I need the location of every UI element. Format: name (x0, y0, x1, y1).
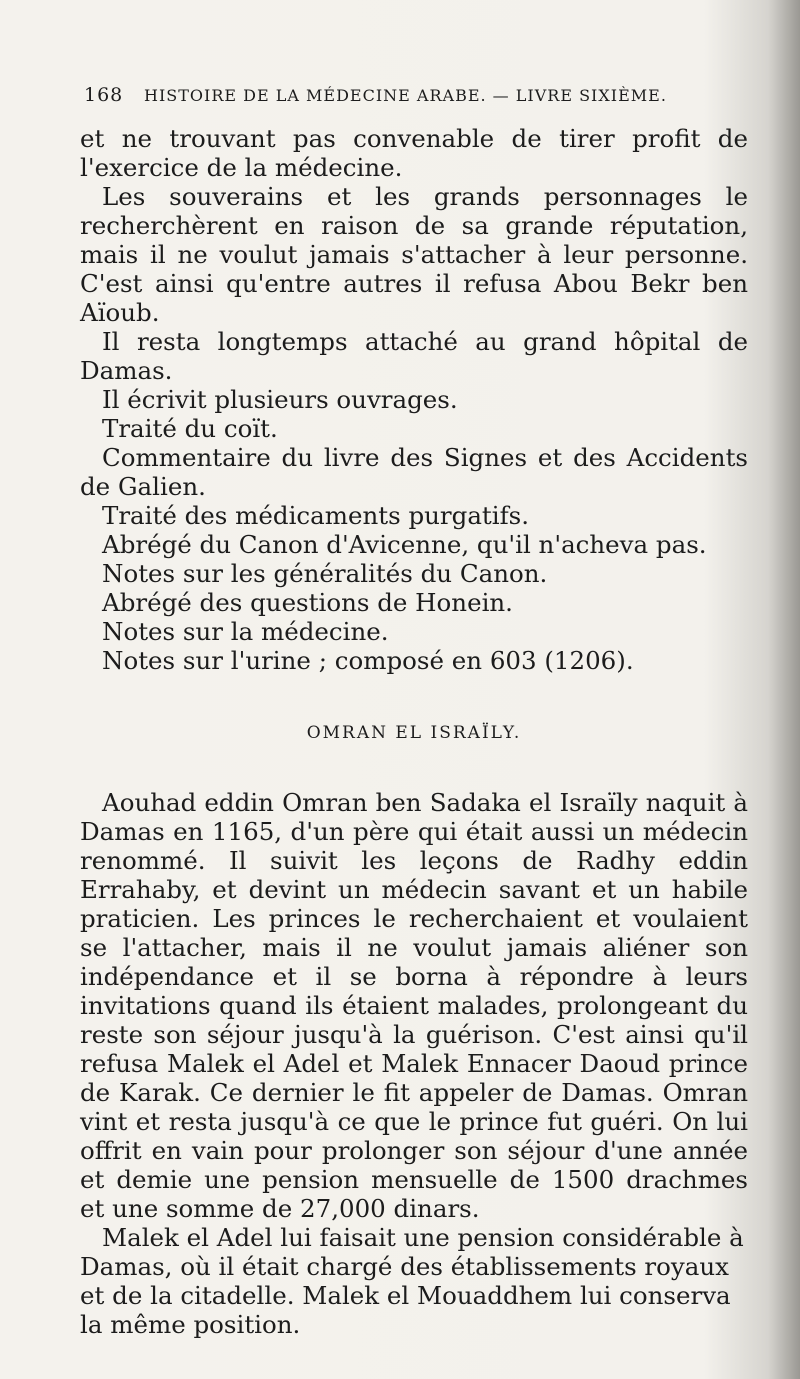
paragraph: Les souverains et les grands personnages le recherchèrent en raison de sa grande réputation, mais il ne voulut jamais s'attacher à leur personne. C'est ainsi qu'entre autres il refusa Abou Bekr ben Aïoub. (80, 182, 748, 327)
work-entry: Abrégé des questions de Honein. (102, 588, 513, 617)
paragraph: Aouhad eddin Omran ben Sadaka el Israïly naquit à Damas en 1165, d'un père qui était aussi un médecin renommé. Il suivit les leçons de Radhy eddin Errahaby, et devint un médecin savant et un habile praticien. Les princes le recherchaient et voulaient se l'attacher, mais il ne voulut jamais aliéner son indépendance et il se borna à répondre à leurs invitations quand ils étaient malades, prolongeant du reste son séjour jusqu'à la guérison. C'est ainsi qu'il refusa Malek el Adel et Malek Ennacer Daoud prince de Karak. Ce dernier le fit appeler de Damas. Omran vint et resta jusqu'à ce que le prince fut guéri. On lui offrit en vain pour prolonger son séjour d'une année et demie une pension mensuelle de 1500 drachmes et une somme de 27,000 dinars. (80, 788, 748, 1223)
section-heading: OMRAN EL ISRAÏLY. (306, 723, 522, 743)
work-entry: Traité du coït. (102, 414, 278, 443)
work-entry: Traité des médicaments purgatifs. (102, 501, 530, 530)
work-entry: Notes sur les généralités du Canon. (102, 559, 548, 588)
paragraph: Il écrivit plusieurs ouvrages. (102, 385, 458, 414)
body-text (80, 124, 748, 1339)
paragraph: Il resta longtemps attaché au grand hôpital de Damas. (80, 327, 748, 385)
work-entry: Commentaire du livre des Signes et des Accidents de Galien. (80, 443, 748, 501)
paragraph: et ne trouvant pas convenable de tirer profit de l'exercice de la médecine. (80, 124, 748, 182)
work-entry: Abrégé du Canon d'Avicenne, qu'il n'acheva pas. (102, 530, 707, 559)
page-number: 168 (84, 84, 124, 106)
paragraph: Malek el Adel lui faisait une pension considérable à Damas, où il était chargé des établissements royaux et de la citadelle. Malek el Mouaddhem lui conserva la même position. (80, 1223, 744, 1339)
work-entry: Notes sur la médecine. (102, 617, 389, 646)
running-title: HISTOIRE DE LA MÉDECINE ARABE. — LIVRE SIXIÈME. (144, 86, 667, 105)
work-entry: Notes sur l'urine ; composé en 603 (1206). (102, 646, 634, 675)
